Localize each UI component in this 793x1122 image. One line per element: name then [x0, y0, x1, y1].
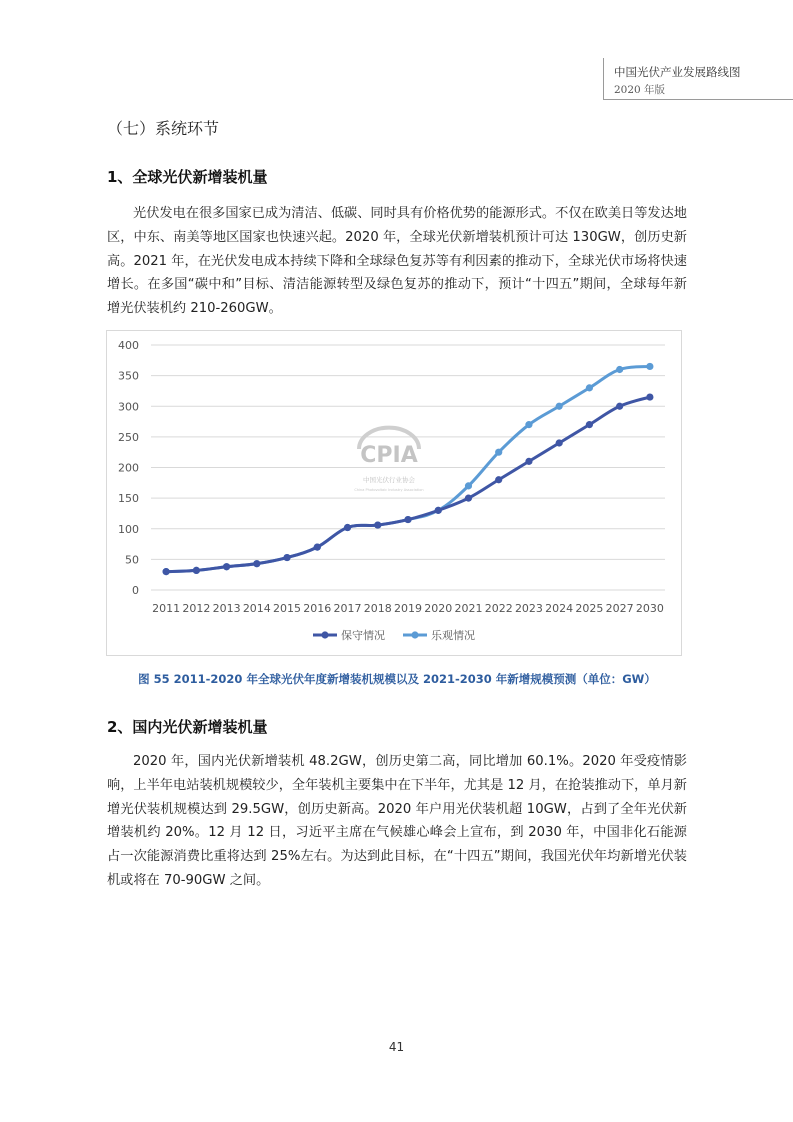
- section-title: （七）系统环节: [107, 119, 220, 138]
- running-header: [603, 58, 793, 100]
- legend-label: 保守情况: [341, 629, 385, 642]
- page-number: 41: [388, 1040, 405, 1054]
- x-tick-label: 2014: [242, 602, 271, 615]
- data-point: [253, 560, 260, 567]
- data-point: [465, 495, 472, 502]
- cpia-name-en: China Photovoltaic Industry Association: [354, 488, 424, 492]
- data-point: [404, 516, 411, 523]
- x-tick-label: 2013: [212, 602, 241, 615]
- data-point: [495, 449, 502, 456]
- y-tick-label: 250: [118, 430, 139, 444]
- data-point: [525, 458, 532, 465]
- subsection-title-domestic: 2、国内光伏新增装机量: [107, 718, 268, 736]
- data-point: [374, 521, 381, 528]
- chart-container: [106, 330, 682, 656]
- y-tick-label: 150: [118, 492, 139, 506]
- data-point: [465, 482, 472, 489]
- data-point: [495, 476, 502, 483]
- x-tick-label: 2030: [635, 602, 664, 615]
- legend-marker: [321, 631, 328, 638]
- data-point: [525, 421, 532, 428]
- x-tick-label: 2016: [303, 602, 332, 615]
- y-tick-label: 0: [132, 584, 139, 597]
- x-tick-label: 2017: [333, 602, 362, 615]
- paragraph-global: 光伏发电在很多国家已成为清洁、低碳、同时具有价格优势的能源形式。不仅在欧美日等发达地区，中东、南美等地区国家也快速兴起。2020 年，全球光伏新增装机预计可达 130GW，创历史新高。2021 年，在光伏发电成本持续下降和全球绿色复苏等有利因素的推动下，全球光伏市场将快速增长。在多国“碳中和”目标、清洁能源转型及绿色复苏的推动下，预计“十四五”期间，全球每年新增光伏装机约 210-260GW。: [107, 206, 687, 317]
- y-tick-label: 350: [118, 369, 139, 383]
- data-point: [283, 554, 290, 561]
- x-tick-label: 2020: [424, 602, 453, 615]
- x-tick-label: 2018: [363, 602, 392, 615]
- legend-label: 乐观情况: [431, 629, 475, 642]
- data-point: [586, 421, 593, 428]
- header-title: 中国光伏产业发展路线图: [614, 65, 741, 79]
- paragraph-domestic: 2020 年，国内光伏新增装机 48.2GW，创历史第二高，同比增加 60.1%。2020 年受疫情影响，上半年电站装机规模较少，全年装机主要集中在下半年，尤其是 12 月，在抢装推动下，单月新增光伏装机规模达到 29.5GW，创历史新高。2020 年户用光伏装机超 10GW，占到了全年光伏新增装机约 20%。12 月 12 日，习近平主席在气候雄心峰会上宣布，到 2030 年，中国非化石能源占一次能源消费比重将达到 25%左右。为达到此目标，在“十四五”期间，我国光伏年均新增光伏装机或将在 70-90GW 之间。: [107, 754, 687, 888]
- cpia-logo-text: CPIA: [360, 443, 418, 468]
- series-line: [166, 397, 650, 572]
- x-tick-label: 2024: [545, 602, 574, 615]
- header-edition: 2020 年版: [614, 84, 666, 96]
- data-point: [193, 567, 200, 574]
- y-tick-label: 300: [118, 400, 139, 414]
- data-point: [646, 363, 653, 370]
- x-tick-label: 2015: [273, 602, 302, 615]
- data-point: [586, 384, 593, 391]
- figure-caption: 图 55 2011-2020 年全球光伏年度新增装机规模以及 2021-2030 年新增规模预测（单位：GW）: [138, 672, 656, 686]
- data-point: [223, 563, 230, 570]
- y-tick-label: 50: [125, 553, 139, 567]
- data-point: [344, 524, 351, 531]
- data-point: [556, 403, 563, 410]
- x-tick-label: 2011: [152, 602, 181, 615]
- x-tick-label: 2027: [605, 602, 634, 615]
- y-tick-label: 400: [118, 339, 139, 352]
- legend-marker: [411, 631, 418, 638]
- x-tick-label: 2022: [484, 602, 513, 615]
- y-tick-label: 100: [118, 522, 139, 536]
- cpia-name: 中国光伏行业协会: [363, 476, 415, 484]
- data-point: [556, 439, 563, 446]
- series-line: [166, 366, 650, 571]
- data-point: [435, 507, 442, 514]
- data-point: [314, 544, 321, 551]
- x-tick-label: 2025: [575, 602, 604, 615]
- x-tick-label: 2023: [514, 602, 543, 615]
- x-tick-label: 2019: [394, 602, 422, 615]
- data-point: [163, 568, 170, 575]
- y-tick-label: 200: [118, 461, 139, 475]
- x-tick-label: 2021: [454, 602, 483, 615]
- installation-line-chart: [107, 331, 683, 657]
- data-point: [616, 366, 623, 373]
- data-point: [646, 393, 653, 400]
- x-tick-label: 2012: [182, 602, 211, 615]
- subsection-title-global: 1、全球光伏新增装机量: [107, 168, 268, 186]
- data-point: [616, 403, 623, 410]
